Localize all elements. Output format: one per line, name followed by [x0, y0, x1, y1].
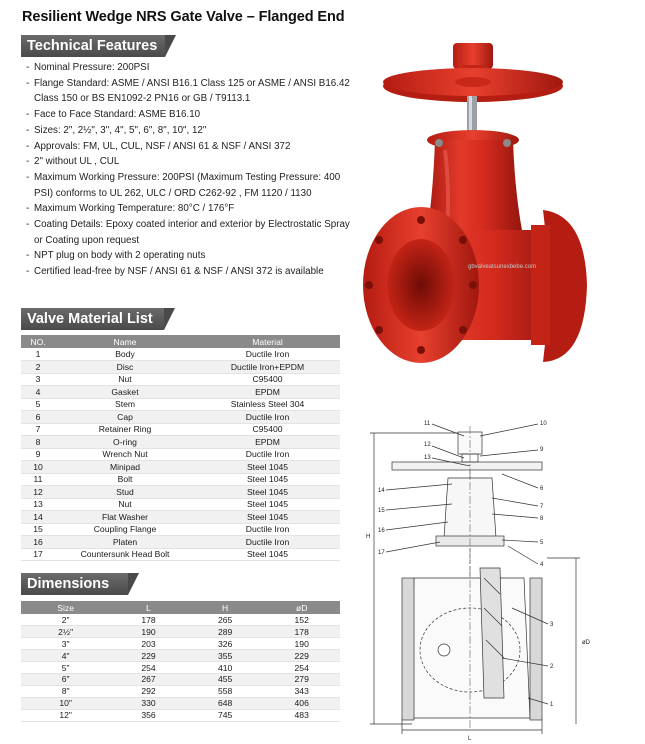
material-table-cell: Flat Washer: [55, 511, 195, 524]
dimensions-table-cell: 178: [110, 614, 187, 626]
dimensions-table-cell: 355: [187, 650, 264, 662]
material-table-cell: 2: [21, 361, 55, 374]
material-table-cell: Stem: [55, 398, 195, 411]
feature-item: - Sizes: 2", 2½", 3", 4", 5", 6", 8", 10", 12": [26, 123, 356, 139]
callout-1: 1: [550, 702, 554, 708]
dimensions-table-cell: 2": [21, 614, 110, 626]
dimensions-table-cell: 4": [21, 650, 110, 662]
material-table-cell: Steel 1045: [195, 473, 340, 486]
material-table-cell: Ductile Iron: [195, 536, 340, 549]
material-table-cell: Steel 1045: [195, 486, 340, 499]
feature-item: - Flange Standard: ASME / ANSI B16.1 Class 125 or ASME / ANSI B16.42 Class 150 or BS EN1092-2 PN16 or GB / T9113.1: [26, 76, 356, 107]
dimension-l-label: L: [468, 736, 472, 742]
material-table-cell: EPDM: [195, 386, 340, 399]
material-table-cell: 12: [21, 486, 55, 499]
dimensions-table-cell: 289: [187, 626, 264, 638]
valve-technical-drawing: [352, 418, 645, 744]
callout-15: 15: [378, 508, 385, 514]
dimensions-heading: Dimensions: [21, 573, 128, 595]
callout-8: 8: [540, 516, 544, 522]
dimensions-table-cell: 406: [263, 697, 340, 709]
material-table-header: Material: [195, 335, 340, 348]
dimensions-table-cell: 190: [110, 626, 187, 638]
material-table-row: [21, 398, 340, 411]
callout-13: 13: [424, 455, 431, 461]
dimensions-table-row: [21, 650, 340, 662]
dimensions-table-cell: 330: [110, 697, 187, 709]
callout-11: 11: [424, 421, 431, 427]
material-table-row: [21, 448, 340, 461]
material-table-cell: Ductile Iron: [195, 348, 340, 361]
callout-7: 7: [540, 504, 544, 510]
material-table-row: [21, 498, 340, 511]
dimensions-table-cell: 558: [187, 685, 264, 697]
technical-features-heading: Technical Features: [21, 35, 165, 57]
material-table-cell: C95400: [195, 373, 340, 386]
dimensions-table-cell: 326: [187, 638, 264, 650]
material-table-cell: 7: [21, 423, 55, 436]
dimensions-table-cell: 279: [263, 673, 340, 685]
dimensions-table-row: [21, 685, 340, 697]
material-table-cell: EPDM: [195, 436, 340, 449]
dimensions-table-cell: 6": [21, 673, 110, 685]
material-table-cell: Retainer Ring: [55, 423, 195, 436]
material-list-heading: Valve Material List: [21, 308, 164, 330]
material-table-cell: 9: [21, 448, 55, 461]
material-table-row: [21, 473, 340, 486]
watermark-text: gbvalveatsunexbebe.com: [468, 264, 537, 270]
dimensions-table-cell: 190: [263, 638, 340, 650]
callout-16: 16: [378, 528, 385, 534]
material-table-header: Name: [55, 335, 195, 348]
features-list: [26, 60, 356, 280]
dimensions-table-cell: 10": [21, 697, 110, 709]
dimensions-table-row: [21, 626, 340, 638]
dimensions-table-header: H: [187, 601, 264, 614]
dimensions-table-header: øD: [263, 601, 340, 614]
material-table: [21, 335, 340, 561]
material-table-cell: Steel 1045: [195, 548, 340, 561]
dimensions-table-cell: 254: [110, 662, 187, 674]
material-table-cell: Cap: [55, 411, 195, 424]
material-table-row: [21, 373, 340, 386]
material-table-row: [21, 523, 340, 536]
material-table-row: [21, 511, 340, 524]
material-table-row: [21, 411, 340, 424]
material-table-row: [21, 461, 340, 474]
material-table-cell: 1: [21, 348, 55, 361]
material-table-row: [21, 436, 340, 449]
callout-12: 12: [424, 442, 431, 448]
material-table-cell: Ductile Iron: [195, 411, 340, 424]
page-title: Resilient Wedge NRS Gate Valve – Flanged End: [22, 9, 345, 25]
material-table-row: [21, 361, 340, 374]
material-table-cell: Countersunk Head Bolt: [55, 548, 195, 561]
callout-4: 4: [540, 562, 544, 568]
feature-item: - 2" without UL , CUL: [26, 154, 356, 170]
material-table-cell: Nut: [55, 373, 195, 386]
material-table-row: [21, 486, 340, 499]
dimensions-table-cell: 5": [21, 662, 110, 674]
dimensions-table-cell: 8": [21, 685, 110, 697]
dimensions-table-row: [21, 638, 340, 650]
valve-photo: [355, 40, 645, 380]
callout-6: 6: [540, 486, 544, 492]
material-table-cell: 3: [21, 373, 55, 386]
feature-item: - Coating Details: Epoxy coated interior and exterior by Electrostatic Spray or Coating upon request: [26, 217, 356, 248]
dimension-h-label: H: [366, 534, 371, 540]
material-table-cell: 15: [21, 523, 55, 536]
material-table-cell: Steel 1045: [195, 461, 340, 474]
feature-item: - Nominal Pressure: 200PSI: [26, 60, 356, 76]
material-table-cell: Disc: [55, 361, 195, 374]
feature-item: - Certified lead-free by NSF / ANSI 61 & NSF / ANSI 372 is available: [26, 264, 356, 280]
material-table-row: [21, 386, 340, 399]
material-table-cell: 6: [21, 411, 55, 424]
material-table-row: [21, 548, 340, 561]
material-table-cell: Stud: [55, 486, 195, 499]
material-table-row: [21, 423, 340, 436]
dimensions-table-cell: 356: [110, 709, 187, 721]
material-table-cell: Coupling Flange: [55, 523, 195, 536]
dimensions-table-cell: 3": [21, 638, 110, 650]
dimensions-table-cell: 745: [187, 709, 264, 721]
material-table-cell: 8: [21, 436, 55, 449]
callout-2: 2: [550, 664, 554, 670]
dimensions-table-cell: 267: [110, 673, 187, 685]
material-table-cell: Steel 1045: [195, 511, 340, 524]
material-table-cell: 11: [21, 473, 55, 486]
dimensions-table-cell: 343: [263, 685, 340, 697]
material-table-cell: Steel 1045: [195, 498, 340, 511]
feature-item: - NPT plug on body with 2 operating nuts: [26, 248, 356, 264]
material-table-cell: Ductile Iron: [195, 448, 340, 461]
callout-3: 3: [550, 622, 554, 628]
dimensions-table-cell: 178: [263, 626, 340, 638]
material-table-cell: Gasket: [55, 386, 195, 399]
material-table-header: NO.: [21, 335, 55, 348]
dimensions-table-cell: 265: [187, 614, 264, 626]
material-table-cell: Nut: [55, 498, 195, 511]
dimensions-table-cell: 648: [187, 697, 264, 709]
material-table-cell: C95400: [195, 423, 340, 436]
material-table-cell: 13: [21, 498, 55, 511]
dimensions-table-row: [21, 697, 340, 709]
material-table-cell: 5: [21, 398, 55, 411]
dimensions-table-row: [21, 709, 340, 721]
dimension-d-label: øD: [582, 640, 590, 646]
material-table-cell: O-ring: [55, 436, 195, 449]
dimensions-table-header: Size: [21, 601, 110, 614]
callout-9: 9: [540, 447, 544, 453]
material-table-cell: Body: [55, 348, 195, 361]
feature-item: - Maximum Working Temperature: 80°C / 176°F: [26, 201, 356, 217]
material-table-cell: 14: [21, 511, 55, 524]
material-table-row: [21, 348, 340, 361]
material-table-cell: Minipad: [55, 461, 195, 474]
material-table-cell: Wrench Nut: [55, 448, 195, 461]
feature-item: - Maximum Working Pressure: 200PSI (Maximum Testing Pressure: 400 PSI) conforms to UL 262, ULC / ORD C262-92 , FM 1120 / 1130: [26, 170, 356, 201]
material-table-cell: Stainless Steel 304: [195, 398, 340, 411]
dimensions-table-cell: 410: [187, 662, 264, 674]
dimensions-table-cell: 254: [263, 662, 340, 674]
feature-item: - Approvals: FM, UL, CUL, NSF / ANSI 61 & NSF / ANSI 372: [26, 139, 356, 155]
callout-17: 17: [378, 550, 385, 556]
callout-5: 5: [540, 540, 544, 546]
dimensions-table-cell: 229: [263, 650, 340, 662]
dimensions-table-row: [21, 673, 340, 685]
material-table-cell: 4: [21, 386, 55, 399]
dimensions-table-cell: 483: [263, 709, 340, 721]
callout-14: 14: [378, 488, 385, 494]
dimensions-table-cell: 203: [110, 638, 187, 650]
dimensions-table-header: L: [110, 601, 187, 614]
dimensions-table-cell: 12": [21, 709, 110, 721]
material-table-cell: 16: [21, 536, 55, 549]
callout-10: 10: [540, 421, 547, 427]
dimensions-table-row: [21, 614, 340, 626]
dimensions-table: [21, 601, 340, 722]
dimensions-table-cell: 2½": [21, 626, 110, 638]
feature-item: - Face to Face Standard: ASME B16.10: [26, 107, 356, 123]
dimensions-table-row: [21, 662, 340, 674]
dimensions-table-cell: 229: [110, 650, 187, 662]
dimensions-table-cell: 292: [110, 685, 187, 697]
material-table-cell: Bolt: [55, 473, 195, 486]
dimensions-table-cell: 152: [263, 614, 340, 626]
material-table-row: [21, 536, 340, 549]
material-table-cell: Ductile Iron: [195, 523, 340, 536]
material-table-cell: 10: [21, 461, 55, 474]
material-table-cell: Platen: [55, 536, 195, 549]
dimensions-table-cell: 455: [187, 673, 264, 685]
material-table-cell: 17: [21, 548, 55, 561]
material-table-cell: Ductile Iron+EPDM: [195, 361, 340, 374]
